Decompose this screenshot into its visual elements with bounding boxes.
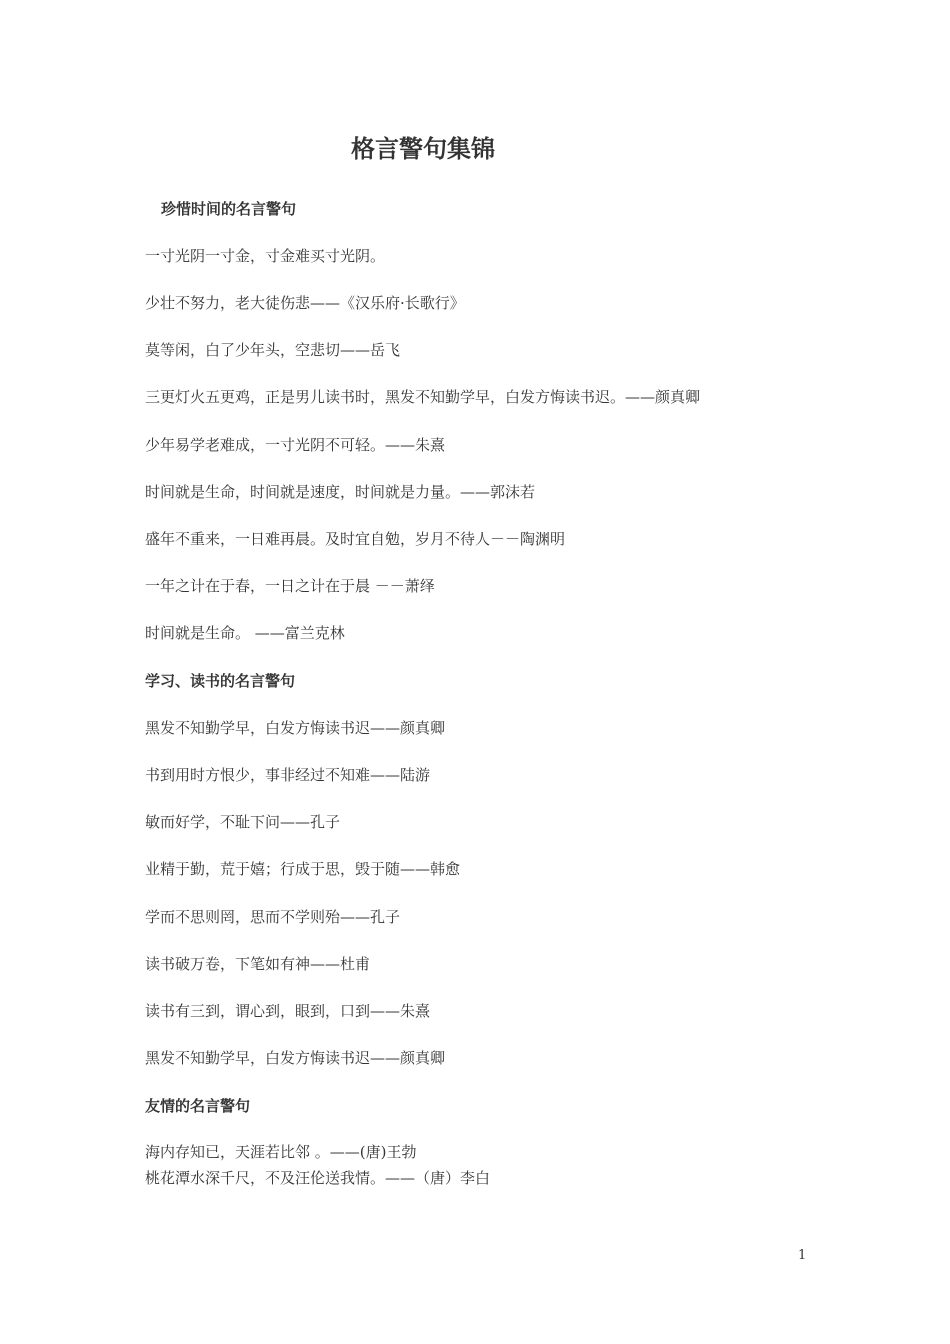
section-heading-friendship: 友情的名言警句 — [145, 1097, 251, 1115]
quote-line: 三更灯火五更鸡，正是男儿读书时，黑发不知勤学早，白发方悔读书迟。——颜真卿 — [145, 388, 701, 406]
quote-line: 少年易学老难成，一寸光阴不可轻。——朱熹 — [145, 436, 446, 454]
quote-line: 莫等闲，白了少年头，空悲切——岳飞 — [145, 341, 401, 359]
quote-line: 黑发不知勤学早，白发方悔读书迟——颜真卿 — [145, 719, 446, 737]
quote-line: 盛年不重来，一日难再晨。及时宜自勉，岁月不待人－－陶渊明 — [145, 530, 566, 548]
quote-line: 书到用时方恨少，事非经过不知难——陆游 — [145, 766, 431, 784]
quote-line: 桃花潭水深千尺，不及汪伦送我情。——（唐）李白 — [145, 1169, 491, 1187]
quote-line: 一年之计在于春，一日之计在于晨 －－萧绎 — [145, 577, 435, 595]
quote-line: 海内存知已，天涯若比邻 。——(唐)王勃 — [145, 1143, 417, 1161]
quote-line: 少壮不努力，老大徒伤悲——《汉乐府·长歌行》 — [145, 294, 465, 312]
page-title: 格言警句集锦 — [351, 135, 495, 163]
quote-line: 黑发不知勤学早，白发方悔读书迟——颜真卿 — [145, 1049, 446, 1067]
section-heading-time: 珍惜时间的名言警句 — [161, 200, 297, 218]
quote-line: 敏而好学，不耻下问——孔子 — [145, 813, 341, 831]
section-heading-study: 学习、读书的名言警句 — [145, 672, 296, 690]
quote-line: 一寸光阴一寸金，寸金难买寸光阴。 — [145, 247, 386, 265]
quote-line: 时间就是生命，时间就是速度，时间就是力量。——郭沫若 — [145, 483, 536, 501]
quote-line: 时间就是生命。 ——富兰克林 — [145, 624, 345, 642]
page-number: 1 — [798, 1248, 807, 1263]
quote-line: 业精于勤，荒于嬉；行成于思，毁于随——韩愈 — [145, 860, 461, 878]
quote-line: 学而不思则罔，思而不学则殆——孔子 — [145, 908, 401, 926]
quote-line: 读书有三到，谓心到，眼到，口到——朱熹 — [145, 1002, 431, 1020]
quote-line: 读书破万卷，下笔如有神——杜甫 — [145, 955, 371, 973]
